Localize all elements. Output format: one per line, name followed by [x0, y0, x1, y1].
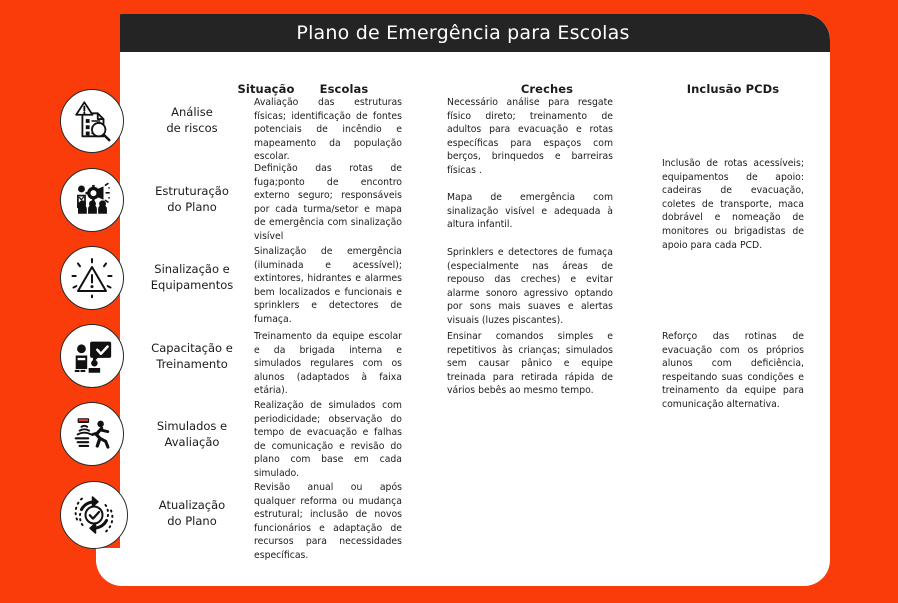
cell-creches-3: Sprinklers e detectores de fumaça (especialmente nas áreas de repouso das creches) e evitar alarme sonoro agressivo optando por sons mais suaves e alertas visuais (luzes piscantes). — [447, 247, 613, 326]
cell-escolas-5: Realização de simulados com periodicidade; observação do tempo de evacuação e falhas de comunicação e revisão do plano com base em cada simulado. — [254, 400, 402, 479]
cell-escolas-1: Avaliação das estruturas físicas; identificação de fontes potenciais de incêndio e mapeamento da população escolar. — [254, 97, 402, 163]
rail-label-2-line1: Estruturação — [155, 184, 229, 198]
rail-label-6 — [132, 497, 252, 529]
rail-label-5 — [132, 418, 252, 450]
rail-label-1 — [132, 104, 252, 136]
column-header-escolas: Escolas — [319, 82, 369, 96]
rail-label-2-line2: do Plano — [167, 200, 217, 214]
rail-label-2 — [132, 183, 252, 215]
cell-escolas-6: Revisão anual ou após qualquer reforma ou mudança estrutural; inclusão de novos funcionários e adaptação de recursos para necessidades específicas. — [254, 482, 402, 561]
rail-label-5-line2: Avaliação — [164, 435, 220, 449]
rail-label-4-line2: Treinamento — [156, 357, 228, 371]
cell-escolas-3: Sinalização de emergência (iluminada e acessível); extintores, hidrantes e alarmes bem localizados e funcionais e sprinklers e detectores de fumaça. — [254, 246, 402, 325]
column-header-pcds: Inclusão PCDs — [686, 82, 780, 96]
cell-pcds-2: Inclusão de rotas acessíveis; equipamentos de apoio: cadeiras de evacuação, coletes de transporte, maca dobrável e nomeação de monitores ou brigadistas de apoio para cada PCD. — [662, 158, 804, 251]
rail-label-1-line1: Análise — [171, 105, 213, 119]
cell-escolas-2: Definição das rotas de fuga;ponto de encontro externo seguro; responsáveis por cada turma/setor e mapa de emergência com sinalização visível — [254, 163, 402, 242]
plan-structure-icon — [60, 168, 124, 232]
rail-label-1-line2: de riscos — [166, 121, 218, 135]
rail-label-6-line2: do Plano — [167, 514, 217, 528]
cell-escolas-4: Treinamento da equipe escolar e da brigada interna e simulados regulares com os alunos (adaptados à faixa etária). — [254, 331, 402, 397]
rail-label-3-line2: Equipamentos — [150, 278, 234, 292]
rail-label-6-line1: Atualização — [158, 498, 226, 512]
rail-label-3 — [132, 261, 252, 293]
rail-label-4-line1: Capacitação e — [151, 341, 233, 355]
column-header-creches: Creches — [520, 82, 574, 96]
card-header-bar — [96, 14, 830, 52]
cell-creches-4: Ensinar comandos simples e repetitivos às crianças; simulados sem causar pânico e equipe treinada para retirada rápida de vários bebês ao mesmo tempo. — [447, 331, 613, 397]
rail-label-4 — [132, 340, 252, 372]
training-icon — [60, 324, 124, 388]
risk-analysis-icon — [60, 89, 124, 153]
plan-update-icon — [60, 481, 128, 549]
cell-creches-2: Mapa de emergência com sinalização visível e adequada à altura infantil. — [447, 192, 613, 231]
column-header-situacao: Situação — [237, 82, 295, 96]
rail-label-3-line1: Sinalização e — [154, 262, 230, 276]
cell-creches-1: Necessário análise para resgate físico direto; treinamento de adultos para evacuação e rotas específicas para espaços com berços, brinquedos e barreiras físicas . — [447, 97, 613, 176]
warning-signage-icon — [60, 246, 124, 310]
page-title: Plano de Emergência para Escolas — [296, 22, 630, 44]
cell-pcds-4: Reforço das rotinas de evacuação com os próprios alunos com deficiência, respeitando suas condições e treinamento da equipe para comunicação alternativa. — [662, 331, 804, 410]
evacuation-drill-icon — [60, 402, 124, 466]
rail-label-5-line1: Simulados e — [156, 419, 228, 433]
